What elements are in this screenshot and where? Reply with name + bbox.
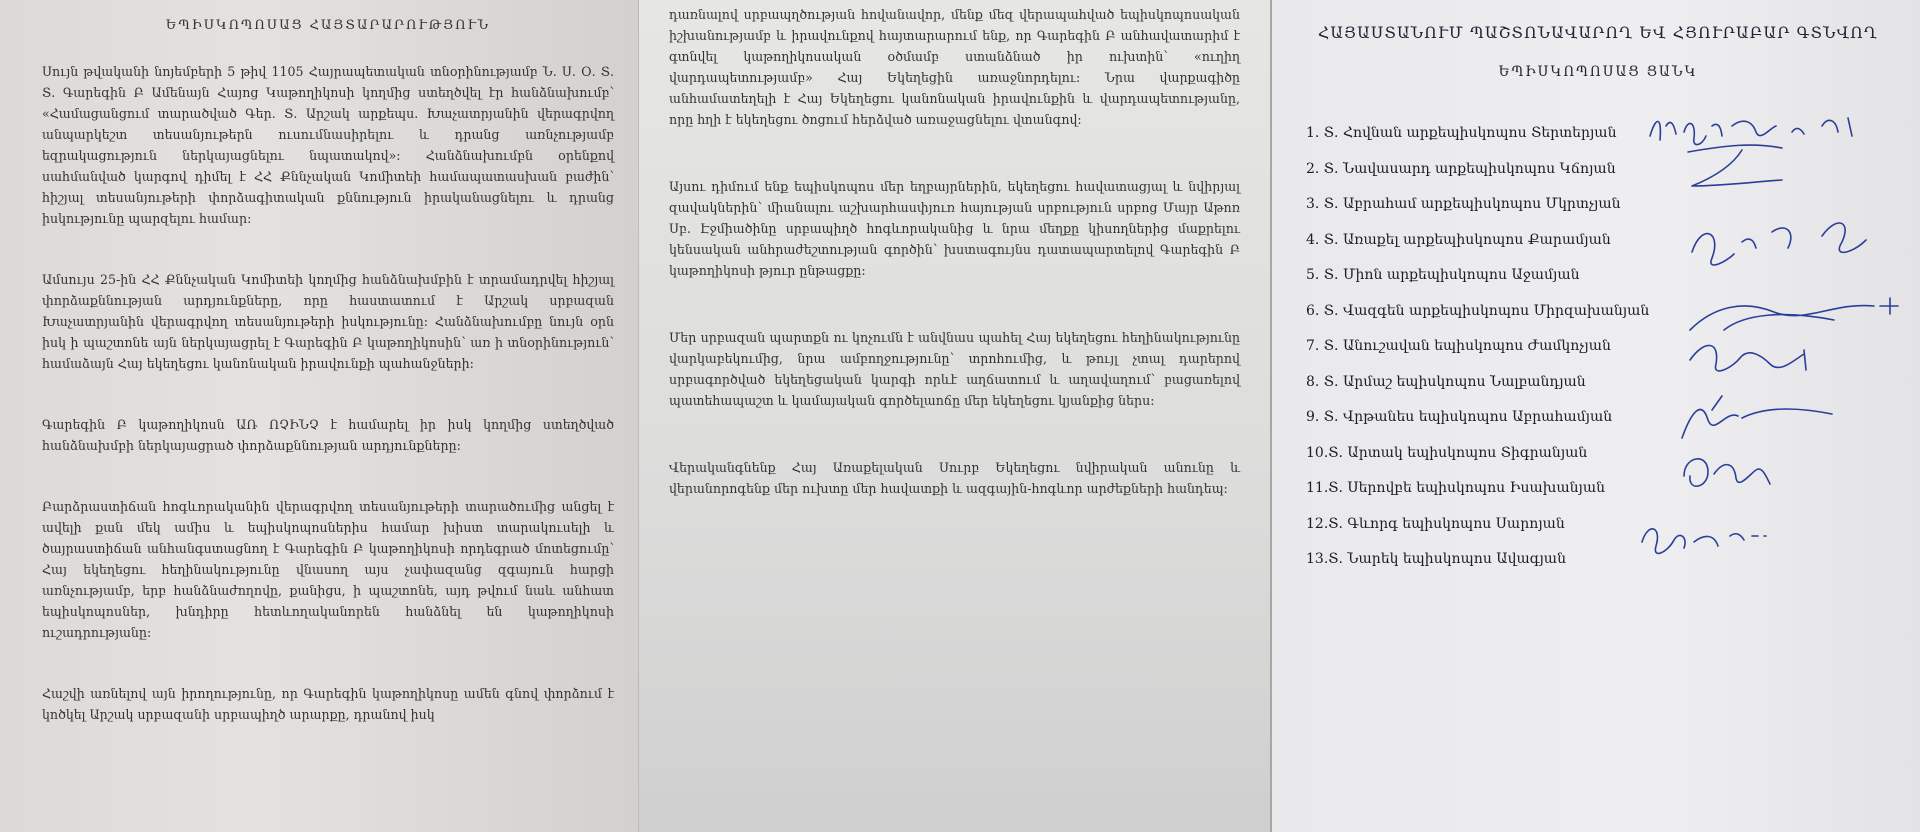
paragraph: դառնալով սրբապղծության հովանավոր, մենք մեզ վերապահված եպիսկոպոսական իշխանությամբ և իրավունքով հայտարարում ենք, որ Գարեգին Բ անհավատարիմ է գտնվել կաթողիկոսական օծմամբ ստանձնած իր ուխտին՝ «ուղիղ վարդապետությամբ» Հայ Եկեղեցին առաջնորդելու: Նրա վարքագիծը անհամատեղելի է Հայ Եկեղեցու կանոնական իրավունքին և վարդապետությանը, որը հղի է եկեղեցու ծոցում հերձված առաջացնելու վտանգով: [669, 7, 1240, 127]
paragraph: Սույն թվականի նոյեմբերի 5 թիվ 1105 Հայրապետական տնօրինությամբ Ն. Ս. Օ. Տ. Տ. Գարեգին Բ Ամենայն Հայոց Կաթողիկոսի կողմից ստեղծվել էր հանձնախումբ՝ «Համացանցում տարածված Գեր. Տ. Արշակ արքեպս. Խաչատրյանին վերագրվող անպարկեշտ տեսանյութերն ուսումնասիրելու և դրանց առնչությամբ եզրակացություն ներկայացնելու նպատակով»: Հանձնախումբն օրենքով սահմանված կարգով դիմել է ՀՀ Քննչական Կոմիտեի համապատասխան բաժին՝ հիշյալ տեսանյութերի փորձագիտական քննություն իրականացնելու և դրանց իսկությունը պարզելու համար: [42, 64, 614, 226]
paragraph: Վերականգնենք Հայ Առաքելական Սուրբ Եկեղեցու նվիրական անունը և վերանորոգենք մեր ուխտը մեր հավատքի և ազգային-հոգևոր արժեքների հանդեպ: [669, 460, 1240, 496]
paragraph: Գարեգին Բ կաթողիկոսն ԱՌ ՈՉԻՆՉ է համարել իր իսկ կողմից ստեղծված հանձնախմբի ներկայացրած փորձաքննության արդյունքները: [42, 417, 614, 453]
paragraph: Բարձրաստիճան հոգևորականին վերագրվող տեսանյութերի տարածումից անցել է ավելի քան մեկ ամիս և եպիսկոպոսներիս համար խիստ տարակուսելի և ծայրաստիճան անհանգստացնող է Գարեգին Բ կաթողիկոսի որդեգրած մոտեցումը՝ Հայ եկեղեցու հեղինակությունը վնասող այս չափազանց զգայուն հարցի առնչությամբ, երբ հանձնաժողովը, քանիցս, ի պաշտոնե, այդ թվում նաև անհատ եպիսկոպոսներ, խնդիրը հետևողականորեն հանձնել են կաթողիկոսի ուշադրությանը: [42, 499, 614, 640]
list-item: 5. Տ. Միոն արքեպիսկոպոս Աջամյան [1306, 267, 1580, 283]
list-item: 2. Տ. Նավասարդ արքեպիսկոպոս Կճոյան [1306, 160, 1616, 177]
paragraph: Ամսույս 25-ին ՀՀ Քննչական Կոմիտեի կողմից հանձնախմբին է տրամադրվել հիշյալ փորձաքննության արդյունքները, որը հաստատում է Արշակ սրբազան Խաչատրյանին վերագրվող տեսանյութերի իսկությունը: Հանձնախումբը նույն օրն իսկ ի պաշտոնե այն ներկայացրել է Գարեգին Բ կաթողիկոսին՝ առ ի տնօրինություն՝ համաձայն Հայ եկեղեցու կանոնական իրավունքի պահանջների: [42, 272, 614, 371]
list-item: 10.Տ. Արտակ եպիսկոպոս Տիգրանյան [1306, 444, 1588, 461]
list-item: 13.Տ. Նարեկ եպիսկոպոս Ավագյան [1306, 551, 1566, 567]
paragraph: Մեր սրբազան պարտքն ու կոչումն է անվնաս պահել Հայ եկեղեցու հեղինակությունը վարկաբեկումից, նրա ամբողջությունը՝ տրոհումից, և թույլ չտալ դարերով սրբագործված եկեղեցական կարգի որևէ աղճատում և աղավաղում՝ բացառելով պատեհապաշտ և կամայական գործելաոճը մեր եկեղեցու կյանքից ներս: [669, 330, 1240, 408]
list-item: 12.Տ. Գևորգ եպիսկոպոս Սարոյան [1306, 515, 1565, 532]
list-item: 3. Տ. Աբրահամ արքեպիսկոպոս Մկրտչյան [1306, 196, 1621, 212]
page-title: ԵՊԻՍԿՈՊՈՍԱՑ ՀԱՅՏԱՐԱՐՈՒԹՅՈՒՆ [165, 18, 491, 33]
list-item: 9. Տ. Վրթանես եպիսկոպոս Աբրահամյան [1306, 409, 1613, 425]
paragraph: Այսու դիմում ենք եպիսկոպոս մեր եղբայրներին, եկեղեցու հավատացյալ և նվիրյալ զավակներին՝ միանալու աշխարհասփյուռ հայության սրբություն սրբոց Մայր Աթոռ Սբ. Էջմիածինը սրբապիղծ հոգևորականից և նրա մեղքը կիսողներից մաքրելու կենսական անհրաժեշտության գործին՝ խստագույնս դատապարտելով Գարեգին Բ կաթողիկոսի թյուր ընթացքը: [669, 179, 1240, 278]
list-item: 11.Տ. Սերովբե եպիսկոպոս Իսախանյան [1306, 480, 1606, 496]
list-subtitle: ԵՊԻՍԿՈՊՈՍԱՑ ՑԱՆԿ [1498, 64, 1698, 80]
document-page-3 [1270, 0, 1920, 832]
list-item: 7. Տ. Անուշավան եպիսկոպոս Ժամկոչյան [1306, 338, 1611, 354]
bishops-list [1306, 116, 1890, 578]
list-item: 8. Տ. Արմաշ եպիսկոպոս Նալբանդյան [1306, 373, 1586, 390]
list-title: ՀԱՅԱՍՏԱՆՈՒՄ ՊԱՇՏՈՆԱՎԱՐՈՂ ԵՎ ՀՅՈՒՐԱԲԱՐ ԳՏՆՎՈՂ [1318, 24, 1878, 42]
paragraph: Հաշվի առնելով այն իրողությունը, որ Գարեգին կաթողիկոսը ամեն գնով փորձում է կոծկել Արշակ սրբազանի սրբապիղծ արարքը, դրանով իսկ [42, 686, 614, 722]
list-item: 4. Տ. Առաքել արքեպիսկոպոս Քարամյան [1306, 231, 1611, 248]
document-page-2 [638, 0, 1270, 832]
list-item: 1. Տ. Հովնան արքեպիսկոպոս Տերտերյան [1306, 125, 1617, 141]
document-page-1 [0, 0, 638, 832]
list-item: 6. Տ. Վազգեն արքեպիսկոպոս Միրզախանյան [1306, 302, 1650, 319]
